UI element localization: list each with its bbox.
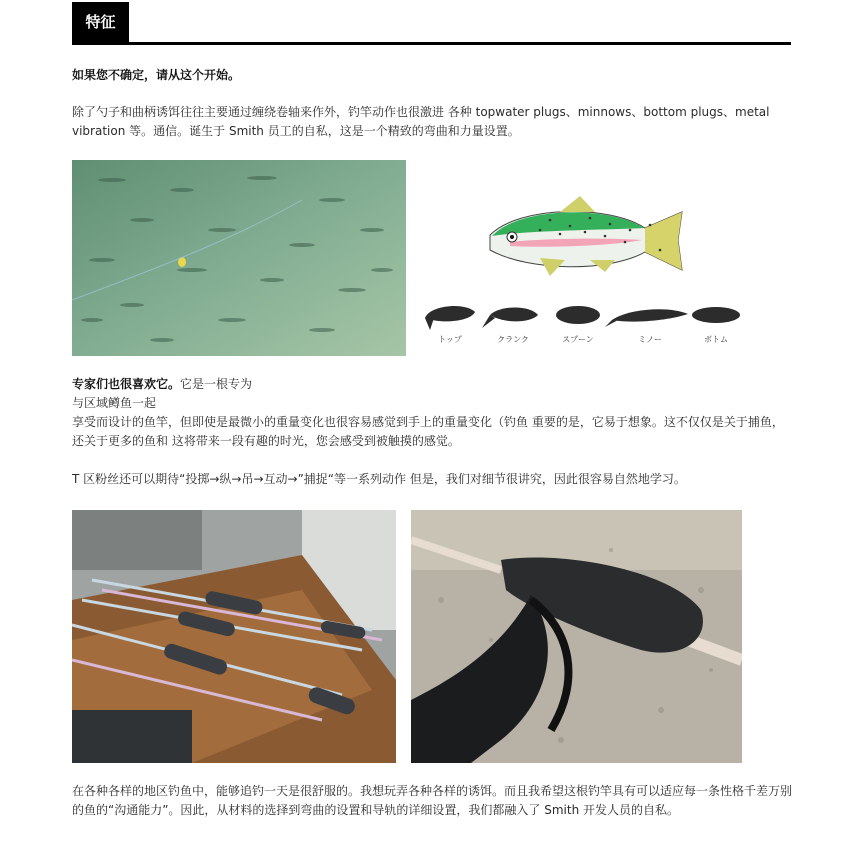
expert-lead: 专家们也很喜欢它。 — [72, 377, 181, 391]
expert-line1: 它是一根专为 — [180, 377, 253, 391]
closing-paragraph: 在各种各样的地区钓鱼中，能够追钓一天是很舒服的。我想玩弄各种各样的诱饵。而且我希望这根钓竿具有可以适应每一条性格千差万别的鱼的“沟通能力”。因此，从材料的选择到弯曲的设置和导轨的详细设置，我们都融入了 Smith 开发人员的自私。 — [72, 784, 793, 817]
lure-bottom-icon — [692, 307, 740, 323]
rods-image — [72, 510, 396, 763]
trout-illustration — [420, 190, 750, 360]
lure-crank-icon — [482, 308, 538, 329]
lure-label-spoon: スプーン — [562, 335, 594, 344]
lure-label-minnow: ミノー — [638, 335, 662, 344]
lead-text: 如果您不确定，请从这个开始。 — [72, 68, 241, 82]
lure-topwater-icon — [425, 306, 475, 330]
expert-body: 享受而设计的鱼竿，但即使是最微小的重量变化也很容易感觉到手上的重量变化（钓鱼 重要的是，它易于想象。这不仅仅是关于捕鱼，还关于更多的鱼和 这将带来一段有趣的时光，您会感受到被触摸的感觉。 — [72, 415, 784, 448]
t-area-paragraph: T 区粉丝还可以期待“投掷→纵→吊→互动→”捕捉“等一系列动作 但是，我们对细节很讲究，因此很容易自然地学习。 — [72, 472, 686, 486]
lure-minnow-icon — [605, 309, 688, 327]
lure-spoon-icon — [556, 306, 600, 324]
lure-label-bottom: ボトム — [704, 335, 728, 344]
expert-paragraph — [72, 375, 792, 451]
intro-paragraph: 除了勺子和曲柄诱饵往往主要通过缠绕卷轴来作外，钓竿动作也很激进 各种 topwater plugs、minnows、bottom plugs、metal vibration 等。通信。诞生于 Smith 员工的自私，这是一个精致的弯曲和力量设置。 — [72, 105, 770, 138]
lure-label-top: トップ — [438, 335, 462, 344]
header-divider — [72, 42, 791, 45]
rods-photo — [72, 510, 396, 763]
water-fish-image — [72, 160, 406, 356]
section-title: 特征 — [72, 2, 129, 42]
rod-grip-image — [411, 510, 742, 763]
section-header — [72, 2, 791, 44]
rod-grip-photo — [411, 510, 742, 763]
trout-lures-illustration — [420, 190, 750, 360]
expert-line2: 与区域鳟鱼一起 — [72, 396, 157, 410]
lure-label-crank: クランク — [497, 335, 529, 344]
water-fish-photo — [72, 160, 406, 356]
